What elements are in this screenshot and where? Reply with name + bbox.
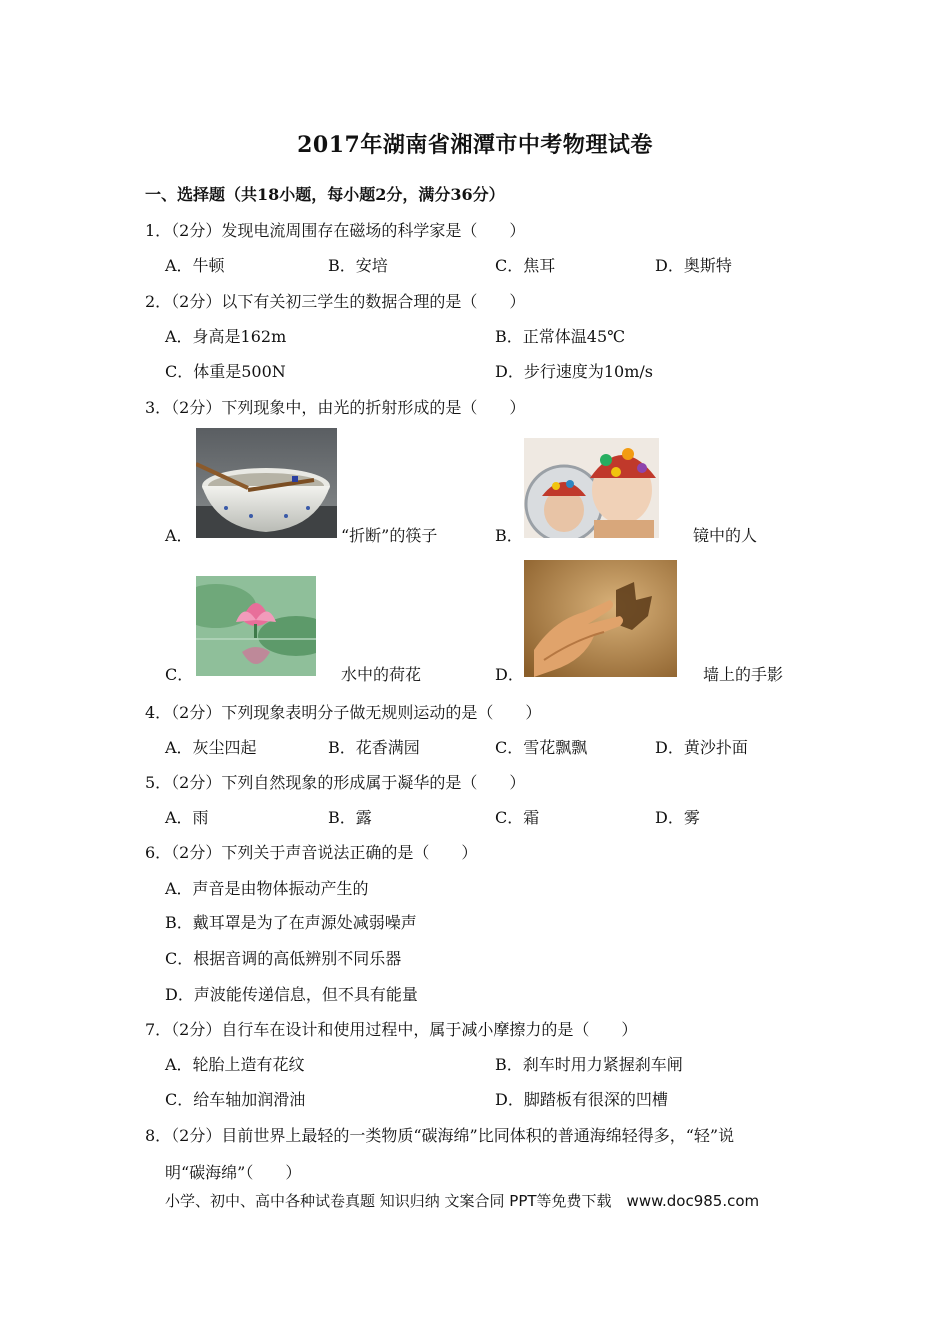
question-8-stem-line-2: 明“碳海绵”（ ） [165,1163,302,1182]
q6-option-a: A．声音是由物体振动产生的 [165,879,369,898]
q1-option-b: B．安培 [328,256,388,275]
q3-caption-a: “折断”的筷子 [341,526,438,545]
q5-option-a: A．雨 [165,808,209,827]
question-8-stem-line-1: 8．（2分）目前世界上最轻的一类物质“碳海绵”比同体积的普通海绵轻得多，“轻”说 [145,1126,735,1145]
q4-option-a: A．灰尘四起 [165,738,257,757]
q6-option-b: B．戴耳罩是为了在声源处减弱噪声 [165,913,417,932]
q7-option-d: D．脚踏板有很深的凹槽 [495,1090,668,1109]
q1-option-c: C．焦耳 [495,256,556,275]
q5-option-d: D．雾 [655,808,700,827]
chopstick-bowl-image [196,428,337,538]
mirror-person-image [524,438,659,538]
q7-option-c: C．给车轴加润滑油 [165,1090,306,1109]
q1-option-d: D．奥斯特 [655,256,732,275]
q5-option-b: B．露 [328,808,372,827]
question-5-stem: 5．（2分）下列自然现象的形成属于凝华的是（ ） [145,773,526,792]
q6-option-c: C．根据音调的高低辨别不同乐器 [165,949,402,968]
q3-option-b: B． [495,526,523,545]
q3-caption-c: 水中的荷花 [341,665,422,684]
q2-option-b: B．正常体温45℃ [495,327,626,346]
question-3-stem: 3．（2分）下列现象中，由光的折射形成的是（ ） [145,398,526,417]
q2-option-c: C．体重是500N [165,362,286,381]
page-footer: 小学、初中、高中各种试卷真题 知识归纳 文案合同 PPT等免费下载 www.doc985.com [165,1192,760,1210]
page-title: 2017年湖南省湘潭市中考物理试卷 [297,132,653,158]
q3-option-a: A． [165,526,193,545]
q3-option-d: D． [495,665,524,684]
q2-option-d: D．步行速度为10m/s [495,362,653,381]
hand-shadow-image [524,560,677,677]
question-2-stem: 2．（2分）以下有关初三学生的数据合理的是（ ） [145,292,526,311]
q7-option-b: B．刹车时用力紧握刹车闸 [495,1055,683,1074]
question-1-stem: 1．（2分）发现电流周围存在磁场的科学家是（ ） [145,221,526,240]
lotus-image [196,576,316,676]
question-4-stem: 4．（2分）下列现象表明分子做无规则运动的是（ ） [145,703,542,722]
question-7-stem: 7．（2分）自行车在设计和使用过程中，属于减小摩擦力的是（ ） [145,1020,638,1039]
q3-option-c: C． [165,665,194,684]
q4-option-d: D．黄沙扑面 [655,738,748,757]
question-6-stem: 6．（2分）下列关于声音说法正确的是（ ） [145,843,478,862]
q4-option-c: C．雪花飘飘 [495,738,588,757]
q3-caption-b: 镜中的人 [693,526,758,545]
q7-option-a: A．轮胎上造有花纹 [165,1055,305,1074]
q4-option-b: B．花香满园 [328,738,420,757]
q3-caption-d: 墙上的手影 [703,665,784,684]
q6-option-d: D．声波能传递信息，但不具有能量 [165,985,418,1004]
q2-option-a: A．身高是162m [165,327,287,346]
section-heading: 一、选择题（共18小题，每小题2分，满分36分） [145,185,505,204]
q5-option-c: C．霜 [495,808,540,827]
q1-option-a: A．牛顿 [165,256,225,275]
